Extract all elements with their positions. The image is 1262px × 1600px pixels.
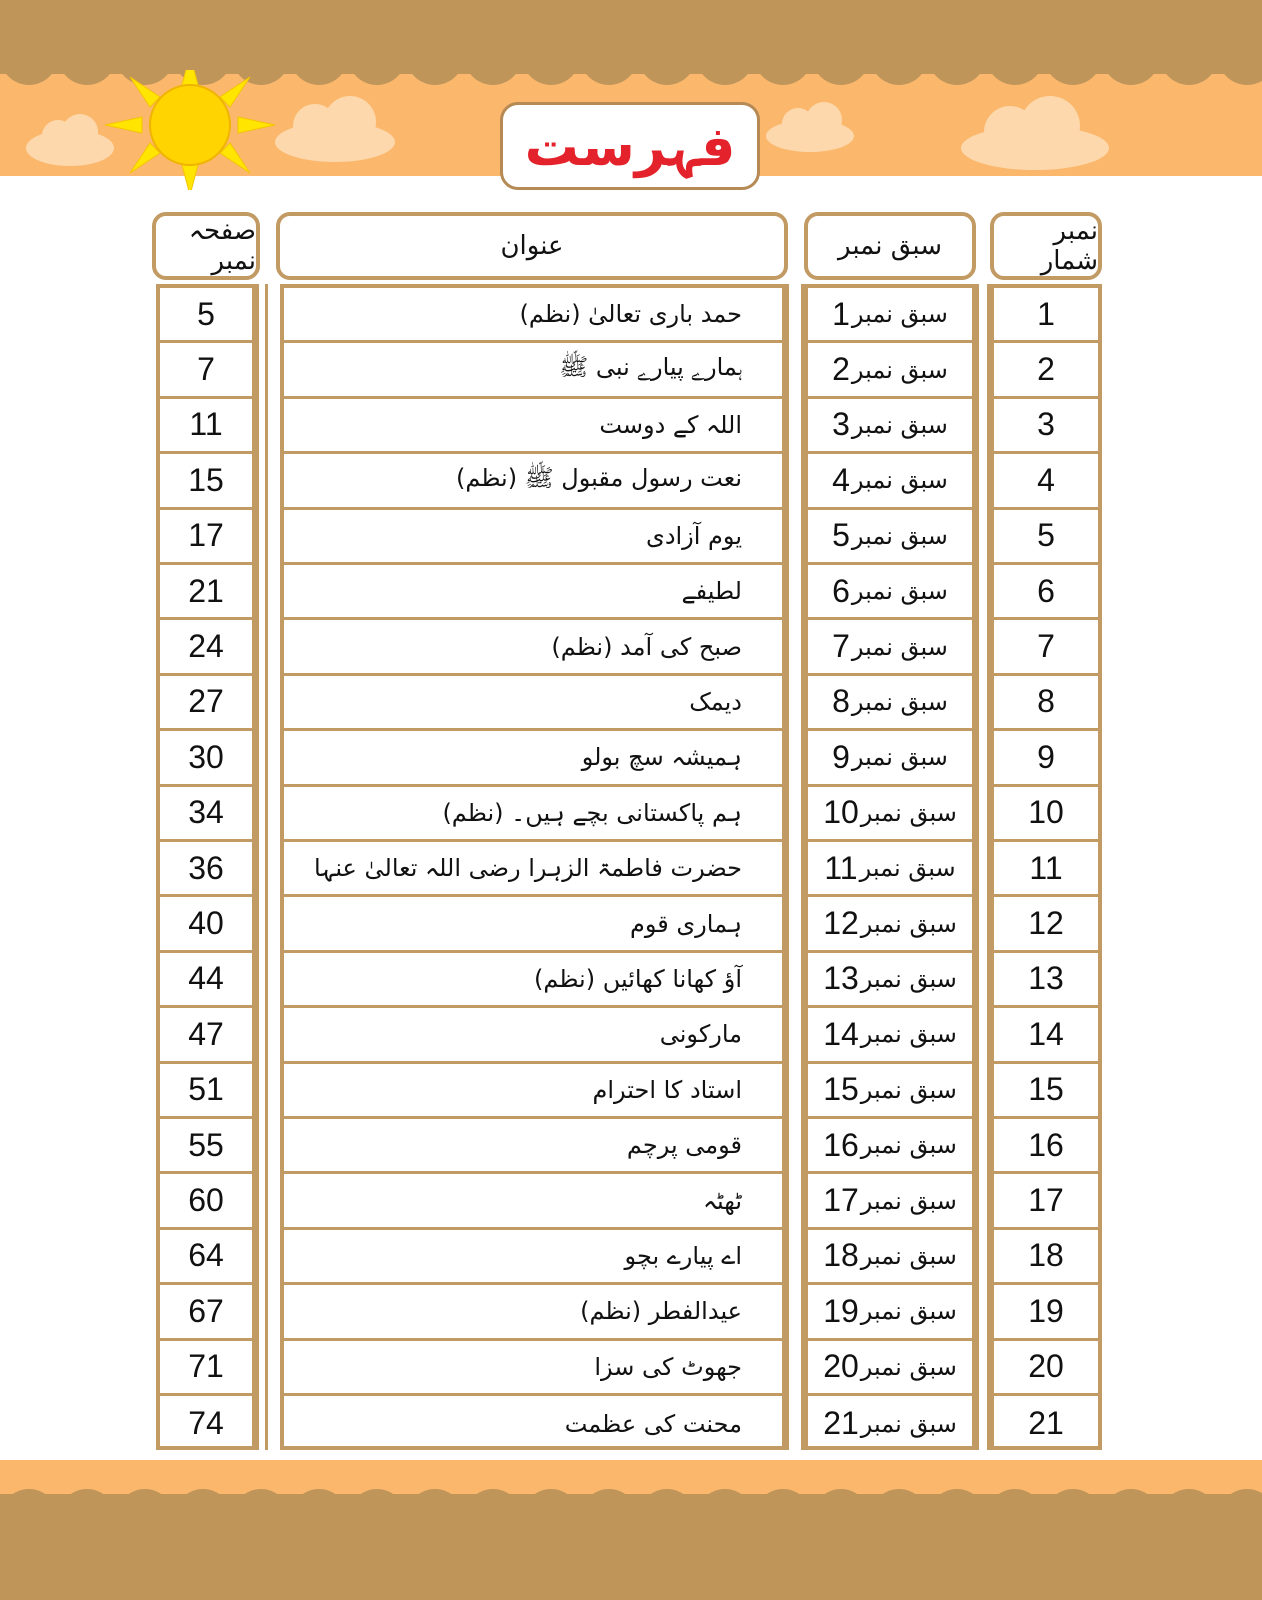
- lesson-prefix: سبق نمبر: [860, 798, 957, 827]
- topic-cell: ہمیشہ سچ بولو: [284, 731, 782, 786]
- topic-cell: حضرت فاطمۃ الزہرا رضی اللہ تعالیٰ عنہا: [284, 842, 782, 897]
- lesson-prefix: سبق نمبر: [851, 632, 948, 661]
- page-cell: 27: [160, 676, 252, 731]
- page-cell: 47: [160, 1008, 252, 1063]
- lesson-prefix: سبق نمبر: [860, 1186, 957, 1215]
- lesson-cell: [808, 731, 972, 786]
- topic-cell: جھوٹ کی سزا: [284, 1341, 782, 1396]
- page-cell: 34: [160, 787, 252, 842]
- lesson-cell: [808, 288, 972, 343]
- column-divider: [256, 284, 268, 1450]
- scallop-bottom: [0, 1478, 1262, 1518]
- header-serial: نمبر شمار: [990, 212, 1102, 280]
- lesson-prefix: سبق نمبر: [860, 1352, 957, 1381]
- lesson-number: 10: [823, 794, 859, 831]
- lesson-number: 1: [832, 295, 850, 332]
- lesson-cell: [808, 897, 972, 952]
- topic-cell: حمد باری تعالیٰ (نظم): [284, 288, 782, 343]
- lesson-prefix: سبق نمبر: [860, 1297, 957, 1326]
- column-divider: [786, 284, 804, 1450]
- topic-cell: ہمارے پیارے نبی ﷺ: [284, 343, 782, 398]
- serial-cell: 3: [994, 399, 1098, 454]
- page-cell: 51: [160, 1064, 252, 1119]
- serial-cell: 15: [994, 1064, 1098, 1119]
- topic-cell: نعت رسول مقبول ﷺ (نظم): [284, 454, 782, 509]
- lesson-prefix: سبق نمبر: [851, 687, 948, 716]
- page-cell: 24: [160, 620, 252, 675]
- topic-cell: قومی پرچم: [284, 1119, 782, 1174]
- topic-cell: استاد کا احترام: [284, 1064, 782, 1119]
- lesson-column: [804, 284, 976, 1450]
- topic-cell: اے پیارے بچو: [284, 1230, 782, 1285]
- serial-cell: 1: [994, 288, 1098, 343]
- lesson-prefix: سبق نمبر: [851, 355, 948, 384]
- lesson-number: 21: [823, 1405, 859, 1442]
- lesson-cell: [808, 676, 972, 731]
- page-cell: 21: [160, 565, 252, 620]
- lesson-cell: [808, 1064, 972, 1119]
- page-cell: 11: [160, 399, 252, 454]
- serial-cell: 14: [994, 1008, 1098, 1063]
- lesson-cell: [808, 842, 972, 897]
- serial-cell: 9: [994, 731, 1098, 786]
- lesson-cell: [808, 620, 972, 675]
- lesson-cell: [808, 454, 972, 509]
- lesson-prefix: سبق نمبر: [860, 964, 957, 993]
- lesson-cell: [808, 1285, 972, 1340]
- serial-cell: 21: [1028, 1405, 1064, 1442]
- lesson-cell: [808, 1119, 972, 1174]
- topic-cell: لطیفے: [284, 565, 782, 620]
- cloud-icon: [760, 96, 860, 156]
- lesson-cell: [808, 1341, 972, 1396]
- serial-cell: 10: [994, 787, 1098, 842]
- cloud-icon: [20, 110, 120, 170]
- lesson-cell: [808, 343, 972, 398]
- lesson-number: 18: [823, 1237, 859, 1274]
- serial-cell: 4: [994, 454, 1098, 509]
- sun-icon: [100, 70, 280, 190]
- lesson-cell: [808, 1008, 972, 1063]
- lesson-cell: [808, 399, 972, 454]
- lesson-cell: [808, 1174, 972, 1229]
- serial-cell: 13: [994, 953, 1098, 1008]
- page-cell: 40: [160, 897, 252, 952]
- topic-cell: مارکونی: [284, 1008, 782, 1063]
- topic-cell: اللہ کے دوست: [284, 399, 782, 454]
- page-cell: 44: [160, 953, 252, 1008]
- page-cell: 5: [160, 288, 252, 343]
- header-lesson: سبق نمبر: [804, 212, 976, 280]
- lesson-prefix: سبق نمبر: [851, 300, 948, 329]
- lesson-prefix: سبق نمبر: [860, 1075, 957, 1104]
- lesson-number: 12: [823, 905, 859, 942]
- serial-cell: 20: [994, 1341, 1098, 1396]
- lesson-cell: [808, 1230, 972, 1285]
- lesson-prefix: سبق نمبر: [860, 1241, 957, 1270]
- page-title: فہرست: [500, 102, 760, 190]
- topic-cell: صبح کی آمد (نظم): [284, 620, 782, 675]
- lesson-number: 8: [832, 683, 850, 720]
- serial-cell: 12: [994, 897, 1098, 952]
- serial-cell: 7: [994, 620, 1098, 675]
- page-cell: 17: [160, 510, 252, 565]
- lesson-number: 6: [832, 572, 850, 609]
- lesson-number: 9: [832, 738, 850, 775]
- lesson-number: 5: [832, 517, 850, 554]
- topic-cell: دیمک: [284, 676, 782, 731]
- page-cell: 74: [188, 1405, 224, 1442]
- lesson-prefix: سبق نمبر: [851, 743, 948, 772]
- page-cell: 36: [160, 842, 252, 897]
- topic-column: [280, 284, 786, 1450]
- page-cell: 71: [160, 1341, 252, 1396]
- lesson-number: 4: [832, 461, 850, 498]
- serial-cell: 11: [994, 842, 1098, 897]
- page-column: [156, 284, 256, 1450]
- serial-cell: 19: [994, 1285, 1098, 1340]
- serial-cell: 16: [994, 1119, 1098, 1174]
- lesson-prefix: سبق نمبر: [851, 577, 948, 606]
- topic-cell: ہم پاکستانی بچے ہیں۔ (نظم): [284, 787, 782, 842]
- lesson-number: 17: [823, 1182, 859, 1219]
- column-divider: [976, 284, 990, 1450]
- header-topic: عنوان: [276, 212, 788, 280]
- lesson-number: 19: [823, 1292, 859, 1329]
- serial-cell: 5: [994, 510, 1098, 565]
- topic-cell: ہماری قوم: [284, 897, 782, 952]
- page-cell: 67: [160, 1285, 252, 1340]
- lesson-prefix: سبق نمبر: [860, 1409, 957, 1438]
- topic-cell: آؤ کھانا کھائیں (نظم): [284, 953, 782, 1008]
- page-cell: 30: [160, 731, 252, 786]
- lesson-prefix: سبق نمبر: [859, 854, 956, 883]
- topic-cell: ٹھٹہ: [284, 1174, 782, 1229]
- lesson-prefix: سبق نمبر: [851, 466, 948, 495]
- lesson-prefix: سبق نمبر: [860, 1020, 957, 1049]
- topic-cell: عیدالفطر (نظم): [284, 1285, 782, 1340]
- lesson-cell: [808, 953, 972, 1008]
- serial-column: [990, 284, 1102, 1450]
- page-cell: 60: [160, 1174, 252, 1229]
- lesson-number: 2: [832, 351, 850, 388]
- lesson-number: 15: [823, 1071, 859, 1108]
- topic-cell: یوم آزادی: [284, 510, 782, 565]
- cloud-icon: [955, 96, 1115, 176]
- lesson-number: 16: [823, 1126, 859, 1163]
- lesson-number: 7: [832, 628, 850, 665]
- serial-cell: 17: [994, 1174, 1098, 1229]
- lesson-prefix: سبق نمبر: [851, 410, 948, 439]
- lesson-number: 13: [823, 960, 859, 997]
- lesson-cell: [808, 1396, 972, 1451]
- page-cell: 15: [160, 454, 252, 509]
- lesson-cell: [808, 510, 972, 565]
- lesson-number: 14: [823, 1015, 859, 1052]
- topic-cell: محنت کی عظمت: [564, 1409, 742, 1438]
- lesson-number: 20: [823, 1348, 859, 1385]
- lesson-number: 11: [824, 849, 858, 886]
- serial-cell: 18: [994, 1230, 1098, 1285]
- page-cell: 64: [160, 1230, 252, 1285]
- serial-cell: 2: [994, 343, 1098, 398]
- lesson-prefix: سبق نمبر: [851, 521, 948, 550]
- lesson-cell: [808, 787, 972, 842]
- page-cell: 7: [160, 343, 252, 398]
- serial-cell: 6: [994, 565, 1098, 620]
- serial-cell: 8: [994, 676, 1098, 731]
- page-cell: 55: [160, 1119, 252, 1174]
- header-page: صفحہ نمبر: [152, 212, 260, 280]
- lesson-number: 3: [832, 406, 850, 443]
- lesson-prefix: سبق نمبر: [860, 909, 957, 938]
- cloud-icon: [270, 96, 400, 166]
- lesson-prefix: سبق نمبر: [860, 1131, 957, 1160]
- lesson-cell: [808, 565, 972, 620]
